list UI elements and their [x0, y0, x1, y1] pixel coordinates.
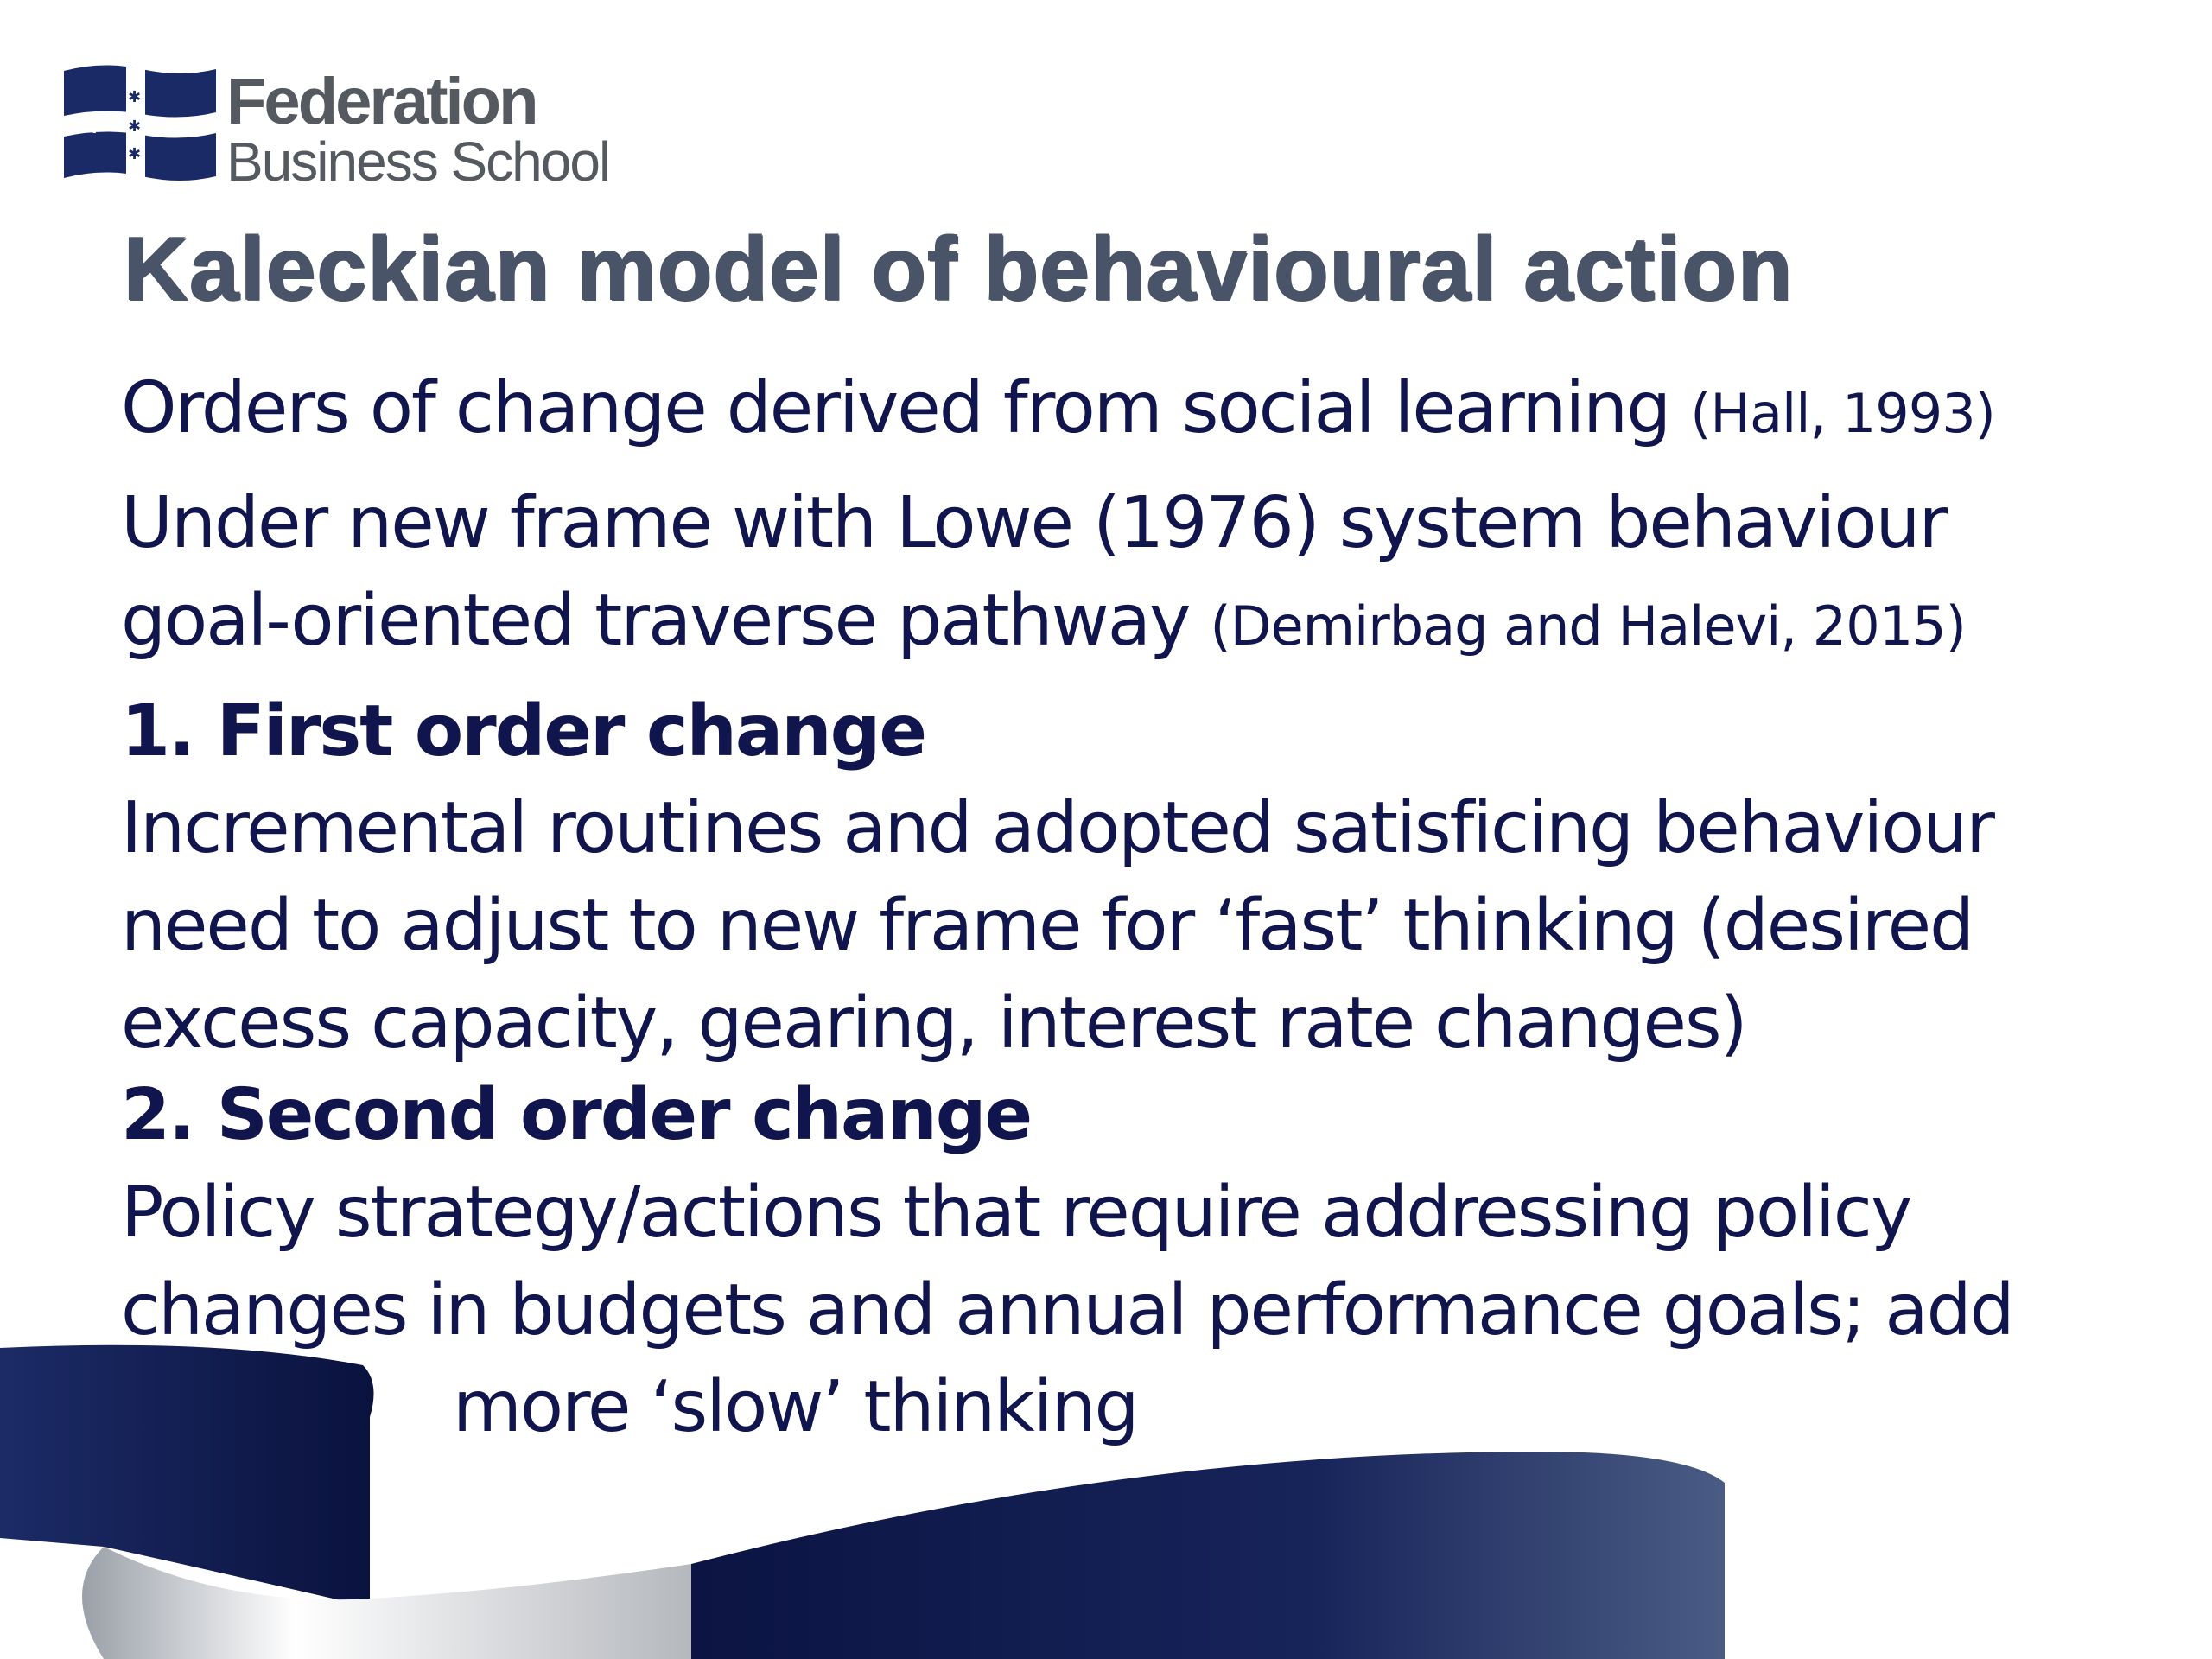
citation-demirbag: (Demirbag and Halevi, 2015) — [1210, 594, 1966, 658]
second-order-line3: more ‘slow’ thinking — [453, 1366, 1138, 1448]
second-order-line1: Policy strategy/actions that require addressing policy — [121, 1172, 1911, 1254]
logo-text-business-school: Business School — [226, 130, 610, 193]
svg-text:✱: ✱ — [128, 145, 142, 163]
flag-icon — [64, 62, 219, 185]
text-orders-main: Orders of change derived from social learning — [121, 367, 1691, 449]
first-order-line3: excess capacity, gearing, interest rate changes) — [121, 982, 1746, 1065]
slide-title: Kaleckian model of behavioural action — [123, 219, 1793, 319]
first-order-line2: need to adjust to new frame for ‘fast’ thinking (desired — [121, 885, 1974, 967]
paragraph-lowe-line1: Under new frame with Lowe (1976) system behaviour — [121, 482, 1947, 564]
second-order-line2: changes in budgets and annual performance goals; add — [121, 1269, 2013, 1351]
citation-hall: (Hall, 1993) — [1690, 382, 1995, 445]
heading-first-order: 1. First order change — [121, 690, 925, 772]
first-order-line1: Incremental routines and adopted satisficing behaviour — [121, 787, 1994, 869]
paragraph-orders-of-change — [121, 367, 1995, 449]
svg-text:✱: ✱ — [128, 118, 142, 136]
text-traverse-main: goal-oriented traverse pathway — [121, 580, 1211, 662]
decorative-ribbon — [0, 1331, 2212, 1659]
svg-text:✱: ✱ — [185, 117, 201, 138]
paragraph-lowe-line2 — [121, 580, 1966, 662]
svg-text:✱: ✱ — [86, 117, 103, 138]
svg-text:✱: ✱ — [128, 88, 142, 106]
heading-second-order: 2. Second order change — [121, 1074, 1032, 1156]
logo-text-federation: Federation — [226, 65, 537, 138]
federation-logo — [64, 62, 617, 192]
